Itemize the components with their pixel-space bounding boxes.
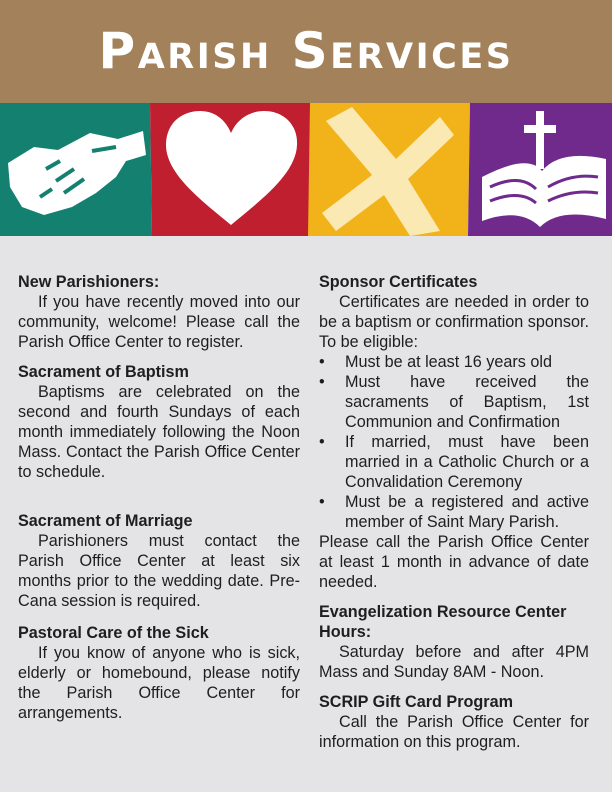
list-item: • Must be at least 16 years old <box>319 353 552 371</box>
section-new-parishioners <box>18 272 300 352</box>
section-evangelization <box>319 602 589 682</box>
cross-icon <box>308 103 470 236</box>
section-heading: Sacrament of Baptism <box>18 363 189 381</box>
section-heading: Sponsor Certificates <box>319 273 478 291</box>
bible-icon <box>468 103 612 236</box>
symbol-band <box>0 103 612 236</box>
section-body: Parishioners must contact the Parish Office Center at least six months prior to the wedding date. Pre-Cana session is required. <box>18 532 300 610</box>
section-pastoral-care <box>18 623 300 723</box>
section-scrip <box>319 692 589 752</box>
handshake-icon <box>0 103 152 236</box>
heart-icon <box>150 103 312 236</box>
eligibility-list <box>319 352 589 532</box>
section-body: Certificates are needed in order to be a baptism or confirmation sponsor. To be eligible: <box>319 293 589 351</box>
section-body: Baptisms are celebrated on the second and fourth Sundays of each month immediately following the Noon Mass. Contact the Parish Office Center to schedule. <box>18 383 300 481</box>
section-baptism <box>18 362 300 482</box>
section-heading: Sacrament of Marriage <box>18 512 193 530</box>
section-heading: New Parishioners: <box>18 273 160 291</box>
section-note: Please call the Parish Office Center at least 1 month in advance of date needed. <box>319 533 589 591</box>
list-item: • Must be a registered and active member of Saint Mary Parish. <box>319 493 589 531</box>
section-body: Saturday before and after 4PM Mass and Sunday 8AM - Noon. <box>319 643 589 681</box>
section-sponsor-certificates <box>319 272 589 592</box>
list-item: • Must have received the sacraments of Baptism, 1st Communion and Confirmation <box>319 373 589 431</box>
header-banner <box>0 0 612 103</box>
right-column <box>319 272 589 752</box>
section-heading: Pastoral Care of the Sick <box>18 624 209 642</box>
list-item: • If married, must have been married in a Catholic Church or a Convalidation Ceremony <box>319 433 589 491</box>
section-marriage <box>18 511 300 611</box>
left-column <box>18 272 300 723</box>
page-title: Parish Services <box>98 22 514 80</box>
section-heading: SCRIP Gift Card Program <box>319 693 513 711</box>
section-body: If you have recently moved into our community, welcome! Please call the Parish Office Center to register. <box>18 293 300 351</box>
section-body: Call the Parish Office Center for information on this program. <box>319 713 589 751</box>
section-heading: Evangelization Resource Center Hours: <box>319 603 567 641</box>
section-body: If you know of anyone who is sick, elderly or homebound, please notify the Parish Office Center for arrangements. <box>18 644 300 722</box>
